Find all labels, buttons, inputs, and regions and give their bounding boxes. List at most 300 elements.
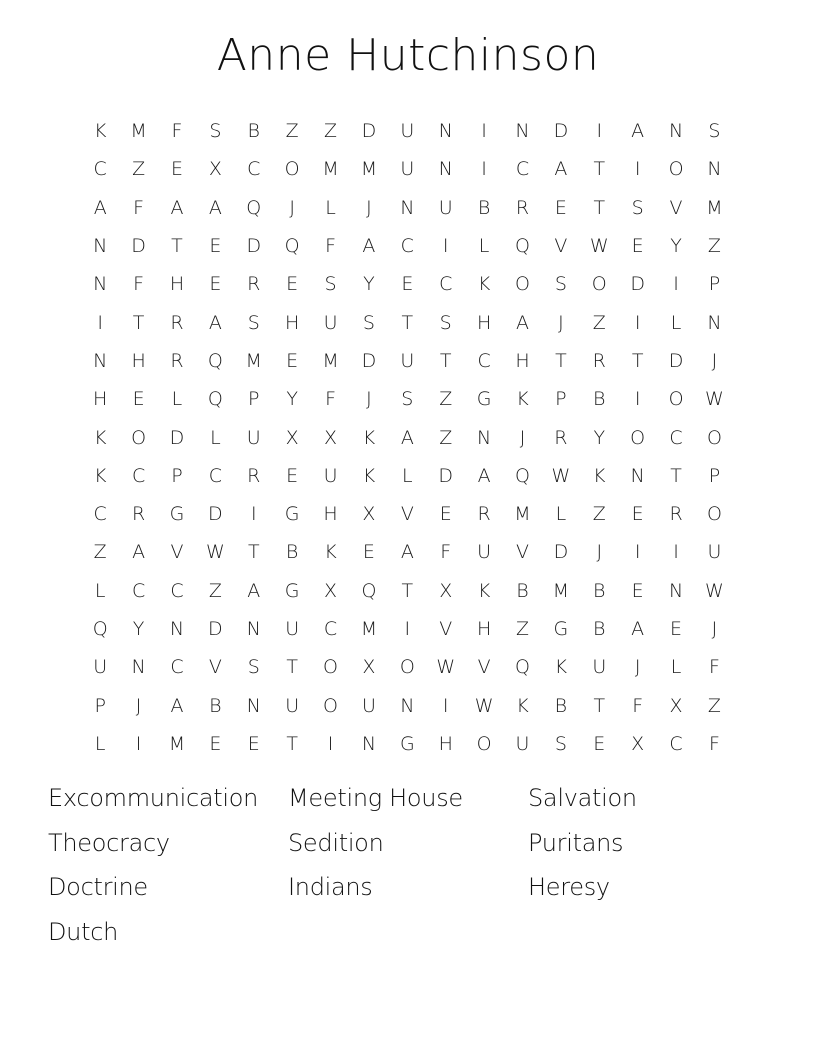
grid-letter-cell[interactable]: E bbox=[631, 503, 644, 526]
grid-letter-cell[interactable]: Z bbox=[439, 426, 453, 449]
grid-letter-cell[interactable]: H bbox=[169, 273, 185, 296]
grid-letter-cell[interactable]: N bbox=[361, 732, 377, 755]
grid-letter-cell[interactable]: Q bbox=[207, 349, 223, 372]
grid-letter-cell[interactable]: Y bbox=[670, 235, 682, 258]
grid-letter-cell[interactable]: L bbox=[94, 579, 106, 602]
grid-letter-cell[interactable]: E bbox=[362, 541, 375, 564]
word-list-item: Doctrine bbox=[48, 873, 148, 901]
grid-letter-cell[interactable]: H bbox=[476, 311, 492, 334]
grid-letter-cell[interactable]: S bbox=[439, 311, 452, 334]
grid-letter-cell[interactable]: O bbox=[323, 656, 339, 679]
grid-letter-cell[interactable]: E bbox=[286, 273, 299, 296]
grid-letter-cell[interactable]: R bbox=[477, 503, 491, 526]
grid-letter-cell[interactable]: C bbox=[477, 349, 491, 372]
grid-letter-cell[interactable]: N bbox=[400, 694, 415, 717]
grid-letter-cell[interactable]: K bbox=[516, 388, 529, 411]
grid-letter-cell[interactable]: B bbox=[247, 120, 260, 143]
grid-letter-cell[interactable]: D bbox=[208, 503, 223, 526]
grid-letter-cell[interactable]: T bbox=[286, 656, 298, 679]
grid-letter-cell[interactable]: D bbox=[361, 120, 377, 143]
grid-letter-cell[interactable]: Z bbox=[707, 235, 721, 258]
grid-letter-cell[interactable]: Y bbox=[593, 426, 606, 449]
grid-letter-cell[interactable]: A bbox=[631, 618, 645, 640]
grid-letter-cell[interactable]: X bbox=[669, 694, 683, 717]
grid-letter-cell[interactable]: M bbox=[706, 196, 723, 219]
grid-letter-cell[interactable]: E bbox=[170, 158, 183, 181]
grid-letter-cell[interactable]: E bbox=[554, 196, 567, 219]
grid-letter-cell[interactable]: S bbox=[631, 196, 644, 219]
grid-letter-cell[interactable]: K bbox=[554, 656, 568, 679]
grid-letter-cell[interactable]: X bbox=[362, 656, 376, 679]
grid-letter-cell[interactable]: L bbox=[555, 503, 567, 526]
grid-letter-cell[interactable]: Z bbox=[93, 541, 107, 564]
grid-letter-cell[interactable]: Y bbox=[286, 388, 298, 411]
grid-letter-cell[interactable]: C bbox=[93, 158, 107, 181]
grid-letter-cell[interactable]: I bbox=[97, 311, 103, 334]
grid-letter-cell[interactable]: Z bbox=[285, 120, 299, 143]
grid-letter-cell[interactable]: K bbox=[516, 694, 529, 717]
grid-letter-cell[interactable]: U bbox=[285, 694, 300, 717]
grid-letter-cell[interactable]: S bbox=[209, 120, 222, 143]
grid-letter-cell[interactable]: I bbox=[634, 311, 641, 334]
grid-letter-cell[interactable]: V bbox=[170, 541, 184, 564]
grid-letter-cell[interactable]: F bbox=[440, 541, 452, 564]
grid-letter-cell[interactable]: Z bbox=[515, 618, 529, 640]
grid-letter-cell[interactable]: E bbox=[631, 579, 644, 602]
grid-letter-cell[interactable]: D bbox=[630, 273, 645, 296]
grid-letter-cell[interactable]: T bbox=[401, 579, 414, 602]
grid-letter-cell[interactable]: I bbox=[673, 273, 679, 296]
grid-letter-cell[interactable]: S bbox=[324, 273, 337, 296]
grid-letter-cell[interactable]: A bbox=[247, 579, 261, 602]
grid-letter-cell[interactable]: W bbox=[436, 656, 456, 679]
grid-letter-cell[interactable]: N bbox=[246, 618, 261, 640]
grid-letter-cell[interactable]: V bbox=[669, 196, 683, 219]
grid-letter-cell[interactable]: J bbox=[135, 694, 142, 717]
grid-letter-cell[interactable]: I bbox=[250, 503, 257, 526]
grid-letter-cell[interactable]: T bbox=[555, 349, 567, 372]
grid-letter-cell[interactable]: H bbox=[323, 503, 338, 526]
grid-letter-cell[interactable]: X bbox=[324, 579, 338, 602]
grid-letter-cell[interactable]: W bbox=[551, 464, 571, 487]
grid-letter-cell[interactable]: R bbox=[554, 426, 568, 449]
word-search-grid bbox=[81, 112, 734, 763]
grid-letter-cell[interactable]: N bbox=[668, 579, 684, 602]
grid-letter-cell[interactable]: B bbox=[593, 579, 606, 602]
grid-letter-cell[interactable]: A bbox=[362, 235, 376, 258]
grid-letter-cell[interactable]: R bbox=[669, 503, 683, 526]
grid-letter-cell[interactable]: I bbox=[673, 541, 679, 564]
grid-letter-cell[interactable]: G bbox=[476, 388, 492, 411]
grid-letter-cell[interactable]: M bbox=[168, 732, 186, 755]
grid-letter-cell[interactable]: J bbox=[366, 388, 372, 411]
word-list bbox=[48, 784, 768, 962]
grid-letter-cell[interactable]: J bbox=[558, 311, 564, 334]
grid-letter-cell[interactable]: W bbox=[705, 579, 724, 602]
grid-letter-cell[interactable]: F bbox=[133, 273, 145, 296]
grid-letter-cell[interactable]: B bbox=[285, 541, 299, 564]
grid-letter-cell[interactable]: K bbox=[93, 120, 107, 143]
grid-letter-cell[interactable]: L bbox=[210, 426, 221, 449]
grid-letter-cell[interactable]: L bbox=[478, 235, 490, 258]
grid-letter-cell[interactable]: Q bbox=[515, 235, 530, 258]
grid-letter-cell[interactable]: X bbox=[439, 579, 453, 602]
grid-letter-cell[interactable]: T bbox=[247, 541, 260, 564]
grid-letter-cell[interactable]: E bbox=[132, 388, 145, 411]
grid-letter-cell[interactable]: F bbox=[632, 694, 644, 717]
grid-letter-cell[interactable]: O bbox=[131, 426, 147, 449]
grid-letter-cell[interactable]: U bbox=[477, 541, 492, 564]
grid-letter-cell[interactable]: A bbox=[170, 694, 184, 717]
grid-letter-cell[interactable]: U bbox=[515, 732, 530, 755]
grid-letter-cell[interactable]: A bbox=[477, 464, 491, 487]
grid-letter-cell[interactable]: A bbox=[132, 541, 146, 564]
grid-letter-cell[interactable]: T bbox=[286, 732, 298, 755]
grid-letter-cell[interactable]: N bbox=[515, 120, 530, 143]
grid-letter-cell[interactable]: Q bbox=[515, 464, 530, 487]
grid-letter-cell[interactable]: G bbox=[553, 618, 569, 640]
grid-letter-cell[interactable]: Z bbox=[439, 388, 453, 411]
grid-letter-cell[interactable]: V bbox=[554, 235, 568, 258]
grid-letter-cell[interactable]: N bbox=[93, 349, 108, 372]
grid-letter-cell[interactable]: N bbox=[93, 235, 108, 258]
grid-letter-cell[interactable]: L bbox=[670, 311, 682, 334]
grid-letter-cell[interactable]: O bbox=[668, 158, 684, 181]
grid-letter-cell[interactable]: A bbox=[208, 311, 222, 334]
grid-letter-cell[interactable]: Z bbox=[208, 579, 222, 602]
grid-letter-cell[interactable]: O bbox=[591, 273, 607, 296]
grid-letter-cell[interactable]: R bbox=[247, 273, 261, 296]
grid-letter-cell[interactable]: E bbox=[631, 235, 644, 258]
grid-letter-cell[interactable]: E bbox=[593, 732, 606, 755]
grid-letter-cell[interactable]: Q bbox=[92, 618, 108, 640]
grid-letter-cell[interactable]: U bbox=[592, 656, 607, 679]
grid-letter-cell[interactable]: B bbox=[593, 388, 606, 411]
grid-letter-cell[interactable]: Q bbox=[361, 579, 377, 602]
grid-letter-cell[interactable]: D bbox=[246, 235, 262, 258]
grid-letter-cell[interactable]: U bbox=[707, 541, 722, 564]
grid-letter-cell[interactable]: A bbox=[170, 196, 184, 219]
grid-letter-cell[interactable]: K bbox=[593, 464, 606, 487]
grid-letter-cell[interactable]: I bbox=[327, 732, 334, 755]
grid-letter-cell[interactable]: B bbox=[516, 579, 529, 602]
grid-letter-cell[interactable]: N bbox=[93, 273, 108, 296]
grid-letter-cell[interactable]: N bbox=[438, 158, 453, 181]
grid-letter-cell[interactable]: H bbox=[285, 311, 300, 334]
word-list-item: Theocracy bbox=[48, 828, 170, 857]
grid-letter-cell[interactable]: A bbox=[93, 196, 107, 219]
grid-letter-cell[interactable]: R bbox=[247, 464, 261, 487]
grid-letter-cell[interactable]: E bbox=[209, 732, 222, 755]
grid-letter-cell[interactable]: H bbox=[476, 618, 492, 640]
grid-letter-cell[interactable]: C bbox=[439, 273, 453, 296]
grid-letter-cell[interactable]: H bbox=[438, 732, 453, 755]
grid-letter-cell[interactable]: V bbox=[439, 618, 453, 640]
grid-letter-cell[interactable]: R bbox=[515, 196, 530, 219]
grid-letter-cell[interactable]: X bbox=[362, 503, 376, 526]
grid-letter-cell[interactable]: O bbox=[284, 158, 300, 181]
grid-letter-cell[interactable]: G bbox=[284, 579, 300, 602]
grid-letter-cell[interactable]: G bbox=[284, 503, 300, 526]
grid-letter-cell[interactable]: Z bbox=[132, 158, 146, 181]
grid-letter-cell[interactable]: Z bbox=[707, 694, 721, 717]
grid-letter-cell[interactable]: C bbox=[515, 158, 530, 181]
grid-letter-cell[interactable]: H bbox=[93, 388, 108, 411]
grid-letter-cell[interactable]: C bbox=[669, 732, 683, 755]
grid-letter-cell[interactable]: S bbox=[554, 732, 567, 755]
grid-letter-cell[interactable]: W bbox=[589, 235, 609, 258]
grid-letter-cell[interactable]: E bbox=[286, 464, 299, 487]
grid-letter-cell[interactable]: N bbox=[438, 120, 453, 143]
grid-letter-cell[interactable]: F bbox=[708, 656, 720, 679]
grid-letter-cell[interactable]: T bbox=[593, 196, 606, 219]
grid-letter-cell[interactable]: B bbox=[209, 694, 222, 717]
grid-letter-cell[interactable]: C bbox=[170, 579, 184, 602]
grid-letter-cell[interactable]: E bbox=[247, 732, 260, 755]
grid-letter-cell[interactable]: T bbox=[631, 349, 644, 372]
grid-letter-cell[interactable]: D bbox=[438, 464, 454, 487]
grid-letter-cell[interactable]: M bbox=[245, 349, 262, 372]
grid-letter-cell[interactable]: K bbox=[477, 579, 491, 602]
grid-letter-cell[interactable]: O bbox=[668, 388, 684, 411]
grid-letter-cell[interactable]: S bbox=[247, 656, 260, 679]
grid-letter-cell[interactable]: I bbox=[634, 388, 641, 411]
grid-letter-cell[interactable]: C bbox=[170, 656, 184, 679]
grid-letter-cell[interactable]: O bbox=[706, 503, 722, 526]
grid-letter-cell[interactable]: D bbox=[553, 120, 569, 143]
grid-letter-cell[interactable]: D bbox=[208, 618, 223, 640]
grid-letter-cell[interactable]: S bbox=[708, 120, 721, 143]
grid-letter-cell[interactable]: C bbox=[131, 579, 146, 602]
grid-letter-cell[interactable]: N bbox=[400, 196, 415, 219]
grid-letter-cell[interactable]: I bbox=[442, 694, 449, 717]
grid-letter-cell[interactable]: L bbox=[402, 464, 413, 487]
grid-letter-cell[interactable]: V bbox=[515, 541, 529, 564]
grid-letter-cell[interactable]: R bbox=[131, 503, 146, 526]
grid-letter-cell[interactable]: E bbox=[439, 503, 452, 526]
grid-letter-cell[interactable]: T bbox=[593, 158, 606, 181]
grid-letter-cell[interactable]: S bbox=[247, 311, 260, 334]
grid-letter-cell[interactable]: K bbox=[362, 464, 376, 487]
grid-letter-cell[interactable]: W bbox=[474, 694, 494, 717]
grid-letter-cell[interactable]: K bbox=[93, 464, 107, 487]
grid-letter-cell[interactable]: C bbox=[400, 235, 414, 258]
grid-letter-cell[interactable]: H bbox=[131, 349, 146, 372]
grid-letter-cell[interactable]: P bbox=[94, 694, 106, 717]
grid-letter-cell[interactable]: E bbox=[670, 618, 683, 640]
grid-letter-cell[interactable]: U bbox=[361, 694, 376, 717]
grid-letter-cell[interactable]: Q bbox=[284, 235, 300, 258]
word-list-item: Puritans bbox=[528, 828, 624, 857]
grid-letter-cell[interactable]: B bbox=[477, 196, 491, 219]
grid-letter-cell[interactable]: K bbox=[324, 541, 337, 564]
grid-letter-cell[interactable]: N bbox=[131, 656, 146, 679]
grid-letter-cell[interactable]: M bbox=[360, 618, 378, 640]
grid-letter-cell[interactable]: M bbox=[130, 120, 147, 143]
grid-letter-cell[interactable]: L bbox=[670, 656, 682, 679]
grid-letter-cell[interactable]: F bbox=[133, 196, 145, 219]
grid-letter-cell[interactable]: O bbox=[323, 694, 339, 717]
grid-letter-cell[interactable]: J bbox=[711, 618, 718, 640]
grid-letter-cell[interactable]: O bbox=[515, 273, 530, 296]
word-list-item: Excommunication bbox=[48, 784, 259, 812]
grid-letter-cell[interactable]: D bbox=[361, 349, 377, 372]
grid-letter-cell[interactable]: O bbox=[399, 656, 415, 679]
grid-letter-cell[interactable]: L bbox=[325, 196, 336, 219]
grid-letter-cell[interactable]: M bbox=[322, 158, 339, 181]
grid-letter-cell[interactable]: U bbox=[323, 464, 338, 487]
grid-letter-cell[interactable]: M bbox=[514, 503, 531, 526]
grid-letter-cell[interactable]: G bbox=[169, 503, 185, 526]
grid-letter-cell[interactable]: C bbox=[247, 158, 261, 181]
grid-letter-cell[interactable]: O bbox=[630, 426, 646, 449]
grid-letter-cell[interactable]: A bbox=[400, 426, 414, 449]
grid-letter-cell[interactable]: T bbox=[401, 311, 414, 334]
grid-letter-cell[interactable]: Y bbox=[132, 618, 145, 640]
grid-letter-cell[interactable]: U bbox=[400, 120, 415, 143]
grid-letter-cell[interactable]: O bbox=[476, 732, 492, 755]
grid-letter-cell[interactable]: K bbox=[477, 273, 491, 296]
grid-letter-cell[interactable]: V bbox=[400, 503, 414, 526]
grid-letter-cell[interactable]: X bbox=[285, 426, 299, 449]
grid-letter-cell[interactable]: I bbox=[634, 158, 641, 181]
grid-letter-cell[interactable]: R bbox=[170, 349, 184, 372]
grid-letter-cell[interactable]: N bbox=[476, 426, 492, 449]
grid-letter-cell[interactable]: I bbox=[404, 618, 411, 640]
grid-letter-cell[interactable]: K bbox=[93, 426, 107, 449]
grid-letter-cell[interactable]: P bbox=[171, 464, 183, 487]
grid-letter-cell[interactable]: D bbox=[169, 426, 185, 449]
grid-letter-cell[interactable]: X bbox=[208, 158, 222, 181]
grid-letter-cell[interactable]: N bbox=[668, 120, 684, 143]
grid-letter-cell[interactable]: G bbox=[399, 732, 415, 755]
grid-letter-cell[interactable]: E bbox=[209, 273, 222, 296]
grid-letter-cell[interactable]: U bbox=[400, 158, 415, 181]
grid-letter-cell[interactable]: N bbox=[707, 311, 722, 334]
grid-letter-cell[interactable]: U bbox=[285, 618, 300, 640]
grid-letter-cell[interactable]: U bbox=[93, 656, 108, 679]
grid-letter-cell[interactable]: J bbox=[289, 196, 295, 219]
grid-letter-cell[interactable]: P bbox=[248, 388, 260, 411]
grid-letter-cell[interactable]: X bbox=[324, 426, 338, 449]
word-list-item: Indians bbox=[288, 873, 373, 901]
grid-letter-cell[interactable]: Y bbox=[363, 273, 375, 296]
grid-letter-cell[interactable]: P bbox=[555, 388, 567, 411]
grid-letter-cell[interactable]: L bbox=[171, 388, 183, 411]
grid-letter-cell[interactable]: A bbox=[631, 120, 645, 143]
grid-letter-cell[interactable]: M bbox=[552, 579, 570, 602]
grid-letter-cell[interactable]: V bbox=[208, 656, 222, 679]
grid-letter-cell[interactable]: F bbox=[325, 235, 336, 258]
grid-letter-cell[interactable]: F bbox=[325, 388, 336, 411]
grid-letter-cell[interactable]: S bbox=[554, 273, 567, 296]
grid-letter-cell[interactable]: T bbox=[670, 464, 682, 487]
grid-letter-cell[interactable]: N bbox=[169, 618, 185, 640]
grid-letter-cell[interactable]: I bbox=[481, 120, 487, 143]
grid-letter-cell[interactable]: S bbox=[362, 311, 375, 334]
grid-letter-cell[interactable]: F bbox=[708, 732, 720, 755]
grid-letter-cell[interactable]: B bbox=[593, 618, 606, 640]
grid-letter-cell[interactable]: W bbox=[705, 388, 724, 411]
grid-letter-cell[interactable]: D bbox=[553, 541, 569, 564]
grid-letter-cell[interactable]: U bbox=[323, 311, 338, 334]
grid-letter-cell[interactable]: U bbox=[400, 349, 415, 372]
grid-letter-cell[interactable]: R bbox=[592, 349, 606, 372]
grid-letter-cell[interactable]: Z bbox=[592, 311, 606, 334]
grid-letter-cell[interactable]: S bbox=[401, 388, 414, 411]
grid-letter-cell[interactable]: A bbox=[208, 196, 222, 219]
grid-letter-cell[interactable]: A bbox=[515, 311, 529, 334]
grid-letter-cell[interactable]: J bbox=[634, 656, 641, 679]
grid-letter-cell[interactable]: J bbox=[711, 349, 718, 372]
grid-letter-cell[interactable]: I bbox=[135, 732, 142, 755]
grid-letter-cell[interactable]: J bbox=[596, 541, 603, 564]
grid-letter-cell[interactable]: M bbox=[360, 158, 378, 181]
grid-letter-cell[interactable]: T bbox=[132, 311, 145, 334]
grid-letter-cell[interactable]: I bbox=[634, 541, 641, 564]
grid-letter-cell[interactable]: E bbox=[209, 235, 222, 258]
grid-letter-cell[interactable]: Z bbox=[324, 120, 338, 143]
grid-letter-cell[interactable]: J bbox=[519, 426, 526, 449]
grid-letter-cell[interactable]: T bbox=[171, 235, 183, 258]
grid-letter-cell[interactable]: C bbox=[323, 618, 338, 640]
grid-letter-cell[interactable]: E bbox=[401, 273, 414, 296]
grid-letter-cell[interactable]: N bbox=[630, 464, 645, 487]
grid-letter-cell[interactable]: L bbox=[94, 732, 106, 755]
grid-letter-cell[interactable]: P bbox=[708, 273, 721, 296]
grid-letter-cell[interactable]: I bbox=[481, 158, 487, 181]
grid-letter-cell[interactable]: Q bbox=[246, 196, 262, 219]
grid-letter-cell[interactable]: T bbox=[439, 349, 452, 372]
grid-letter-cell[interactable]: D bbox=[668, 349, 684, 372]
grid-letter-cell[interactable]: D bbox=[131, 235, 146, 258]
grid-letter-cell[interactable]: O bbox=[706, 426, 722, 449]
word-list-item: Meeting House bbox=[288, 784, 463, 812]
grid-letter-cell[interactable]: K bbox=[362, 426, 376, 449]
grid-letter-cell[interactable]: U bbox=[246, 426, 261, 449]
grid-letter-cell[interactable]: T bbox=[593, 694, 606, 717]
grid-letter-cell[interactable]: N bbox=[246, 694, 261, 717]
grid-letter-cell[interactable]: Z bbox=[592, 503, 606, 526]
grid-letter-cell[interactable]: I bbox=[596, 120, 603, 143]
grid-letter-cell[interactable]: J bbox=[366, 196, 372, 219]
grid-letter-cell[interactable]: C bbox=[93, 503, 107, 526]
grid-letter-cell[interactable]: W bbox=[205, 541, 225, 564]
grid-letter-cell[interactable]: C bbox=[669, 426, 683, 449]
grid-letter-cell[interactable]: H bbox=[515, 349, 530, 372]
grid-letter-cell[interactable]: B bbox=[554, 694, 568, 717]
grid-letter-cell[interactable]: Q bbox=[207, 388, 223, 411]
grid-letter-cell[interactable]: E bbox=[286, 349, 299, 372]
grid-letter-cell[interactable]: F bbox=[171, 120, 183, 143]
grid-letter-cell[interactable]: C bbox=[131, 464, 146, 487]
word-list-item: Salvation bbox=[528, 784, 637, 812]
grid-letter-cell[interactable]: P bbox=[708, 464, 721, 487]
grid-letter-cell[interactable]: V bbox=[477, 656, 491, 679]
grid-letter-cell[interactable]: M bbox=[322, 349, 339, 372]
grid-letter-cell[interactable]: I bbox=[442, 235, 449, 258]
grid-letter-cell[interactable]: X bbox=[631, 732, 645, 755]
word-list-item: Dutch bbox=[48, 917, 119, 946]
grid-letter-cell[interactable]: Q bbox=[515, 656, 530, 679]
grid-letter-cell[interactable]: R bbox=[170, 311, 184, 334]
grid-letter-cell[interactable]: N bbox=[707, 158, 722, 181]
word-list-item: Sedition bbox=[288, 828, 384, 857]
grid-letter-cell[interactable]: A bbox=[554, 158, 568, 181]
grid-letter-cell[interactable]: U bbox=[438, 196, 453, 219]
grid-letter-cell[interactable]: A bbox=[400, 541, 414, 564]
grid-letter-cell[interactable]: C bbox=[208, 464, 222, 487]
